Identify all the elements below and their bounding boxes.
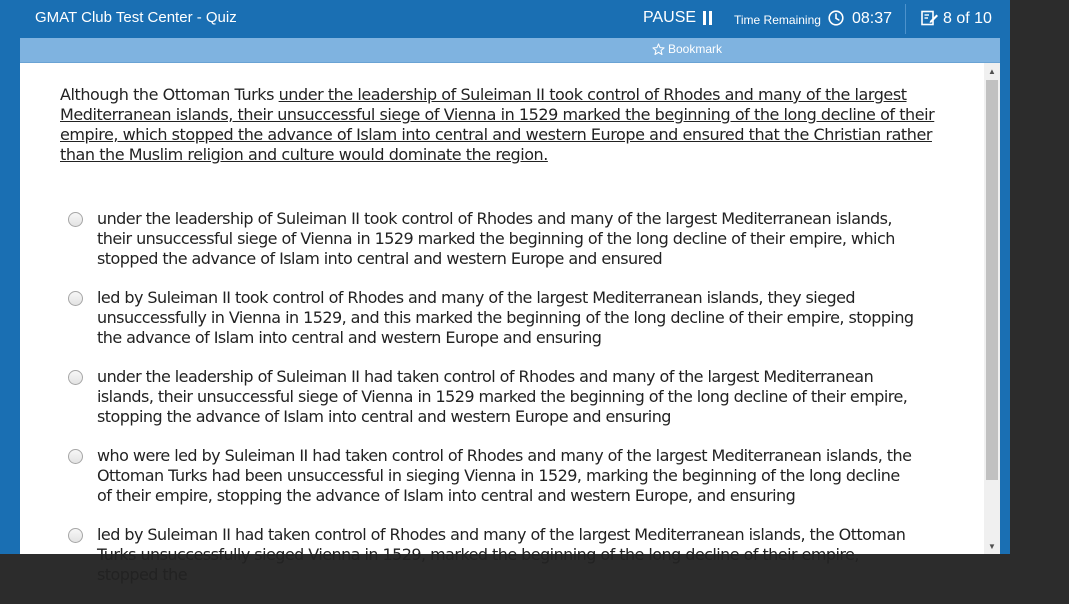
- option-text-a: under the leadership of Suleiman II took control of Rhodes and many of the largest Mediterranean islands, their unsuccessful siege of Vienna in 1529 marked the beginning of the long decline of their empire, which stopped the advance of Islam into central and western Europe and ensured: [97, 209, 895, 268]
- option-text-e: led by Suleiman II had taken control of Rhodes and many of the largest Mediterranean islands, the Ottoman Turks unsuccessfully sieged Vienna in 1529, marked the beginning of the long decline of their empire, stopped the: [97, 525, 906, 584]
- header-divider: [905, 4, 906, 34]
- radio-button-b[interactable]: [68, 291, 83, 306]
- bookmark-label: Bookmark: [668, 42, 723, 56]
- bookmark-bar: [20, 38, 1000, 63]
- answer-option-c[interactable]: [68, 367, 928, 427]
- radio-button-a[interactable]: [68, 212, 83, 227]
- pause-icon: [703, 11, 712, 25]
- app-title: GMAT Club Test Center - Quiz: [35, 9, 237, 26]
- radio-button-e[interactable]: [68, 528, 83, 543]
- desktop-background: [1010, 0, 1069, 554]
- option-text-c: under the leadership of Suleiman II had taken control of Rhodes and many of the largest Mediterranean islands, their unsuccessful siege of Vienna in 1529 marked the beginning of the long decline of their empire, stopping the advance of Islam into central and western Europe and ensuring: [97, 367, 908, 426]
- edit-icon: [921, 10, 939, 26]
- pause-label: PAUSE: [643, 9, 697, 26]
- question-stem: [60, 85, 940, 165]
- top-bar: [0, 0, 1010, 38]
- question-progress: 8 of 10: [943, 10, 992, 27]
- right-frame: [1000, 38, 1010, 554]
- radio-button-c[interactable]: [68, 370, 83, 385]
- scroll-down-icon[interactable]: ▼: [988, 541, 996, 551]
- stem-prefix: Although the Ottoman Turks: [60, 85, 279, 104]
- option-text-d: who were led by Suleiman II had taken control of Rhodes and many of the largest Mediterranean islands, the Ottoman Turks had been unsuccessful in sieging Vienna in 1529, marking the beginning of the long decline of their empire, stopping the advance of Islam into central and western Europe, and ensuring: [97, 446, 912, 505]
- scroll-up-icon[interactable]: ▲: [988, 66, 996, 76]
- stem-underlined: under the leadership of Suleiman II took control of Rhodes and many of the largest Mediterranean islands, their unsuccessful siege of Vienna in 1529 marked the beginning of the long decline of their empire, which stopped the advance of Islam into central and western Europe and ensured that the Christian rather than the Muslim religion and culture would dominate the region.: [60, 85, 935, 164]
- bookmark-button[interactable]: [652, 42, 722, 56]
- star-icon: [652, 43, 665, 56]
- left-frame: [0, 38, 20, 554]
- answer-option-a[interactable]: [68, 209, 928, 269]
- time-remaining-label: Time Remaining: [734, 13, 821, 27]
- option-text-b: led by Suleiman II took control of Rhodes and many of the largest Mediterranean islands, they sieged unsuccessfully in Vienna in 1529, and this marked the beginning of the long decline of their empire, stopping the advance of Islam into central and western Europe and ensuring: [97, 288, 914, 347]
- pause-button[interactable]: [643, 9, 712, 27]
- question-panel: [20, 63, 984, 584]
- scroll-thumb[interactable]: [986, 80, 998, 480]
- time-remaining-value: 08:37: [852, 10, 893, 27]
- radio-button-d[interactable]: [68, 449, 83, 464]
- answer-option-e[interactable]: [68, 525, 928, 585]
- answer-option-d[interactable]: [68, 446, 928, 506]
- answer-options: [68, 209, 928, 604]
- clock-icon: [828, 10, 844, 26]
- answer-option-b[interactable]: [68, 288, 928, 348]
- vertical-scrollbar[interactable]: [984, 63, 1000, 554]
